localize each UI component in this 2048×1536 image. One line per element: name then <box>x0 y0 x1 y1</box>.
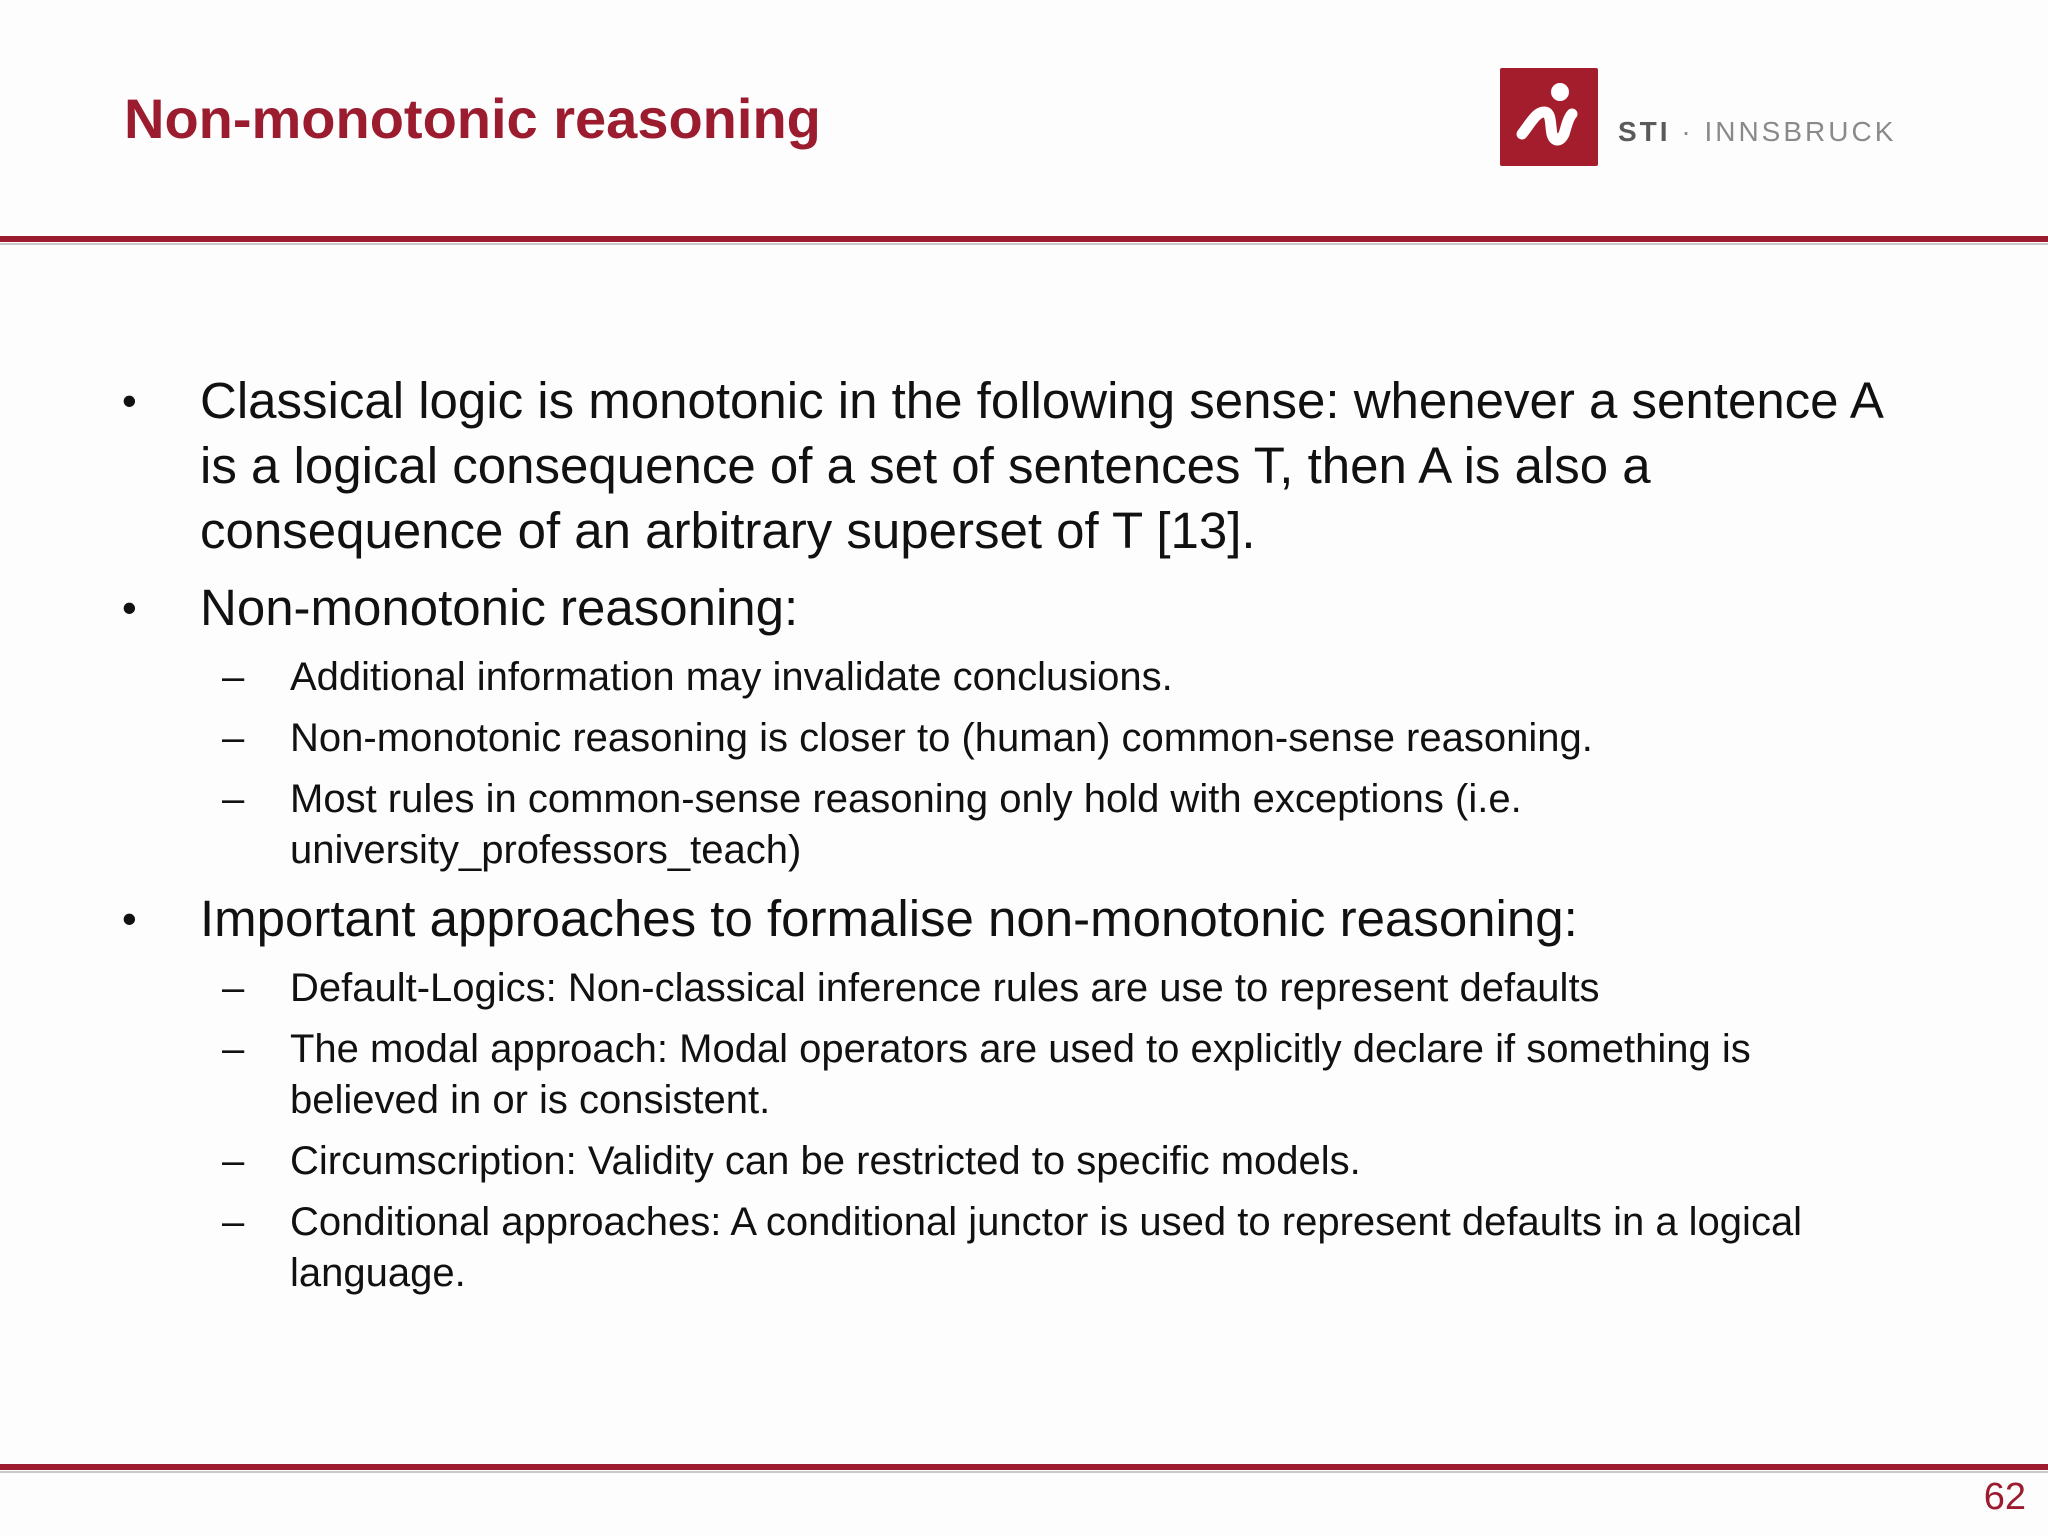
sub-bullet-item <box>0 774 1910 876</box>
dash-marker: – <box>222 1200 245 1244</box>
sub-bullet-text: Non-monotonic reasoning is closer to (human) common-sense reasoning. <box>290 716 1593 760</box>
logo-separator: · <box>1681 116 1694 147</box>
sti-figure-icon <box>1500 68 1598 166</box>
dash-marker: – <box>222 1139 245 1183</box>
sub-bullet-item <box>0 963 1910 1014</box>
footer-rule <box>0 1464 2048 1470</box>
bullet-text: Classical logic is monotonic in the following sense: whenever a sentence A is a logical consequence of a set of sentences T, then A is also a consequence of an arbitrary superset of T [13]. <box>200 372 1882 559</box>
dash-marker: – <box>222 655 245 699</box>
header-rule-shadow <box>0 243 2048 245</box>
sub-bullet-text: Additional information may invalidate conclusions. <box>290 655 1173 699</box>
slide-body <box>0 368 2048 1309</box>
bullet-marker: • <box>122 895 137 942</box>
sub-bullet-item <box>0 1197 1910 1299</box>
dash-marker: – <box>222 1027 245 1071</box>
dash-marker: – <box>222 716 245 760</box>
bullet-item <box>0 575 1900 640</box>
footer-rule-shadow <box>0 1471 2048 1473</box>
header-rule <box>0 236 2048 242</box>
bullet-item <box>0 368 1900 563</box>
sub-bullet-text: Circumscription: Validity can be restricted to specific models. <box>290 1139 1361 1183</box>
sub-bullet-item <box>0 652 1910 703</box>
dash-marker: – <box>222 777 245 821</box>
sub-bullet-text: Most rules in common-sense reasoning only hold with exceptions (i.e. university_professors_teach) <box>290 777 1522 872</box>
sub-bullet-text: Conditional approaches: A conditional junctor is used to represent defaults in a logical language. <box>290 1200 1803 1295</box>
sti-innsbruck-logo <box>1500 68 1920 168</box>
sub-bullet-item <box>0 1024 1910 1126</box>
bullet-text: Important approaches to formalise non-monotonic reasoning: <box>200 890 1578 947</box>
page-number: 62 <box>1983 1476 2026 1518</box>
sub-bullet-item <box>0 713 1910 764</box>
bullet-marker: • <box>122 377 137 424</box>
dash-marker: – <box>222 966 245 1010</box>
logo-wordmark <box>1618 116 1896 148</box>
sub-bullet-text: The modal approach: Modal operators are used to explicitly declare if something is believed in or is consistent. <box>290 1027 1751 1122</box>
sub-bullet-item <box>0 1136 1910 1187</box>
logo-brand: STI <box>1618 116 1671 147</box>
slide-title: Non-monotonic reasoning <box>124 87 821 150</box>
bullet-marker: • <box>122 584 137 631</box>
bullet-item <box>0 886 1900 951</box>
bullet-text: Non-monotonic reasoning: <box>200 579 799 636</box>
logo-city: INNSBRUCK <box>1704 116 1897 147</box>
sub-bullet-text: Default-Logics: Non-classical inference rules are use to represent defaults <box>290 966 1600 1010</box>
